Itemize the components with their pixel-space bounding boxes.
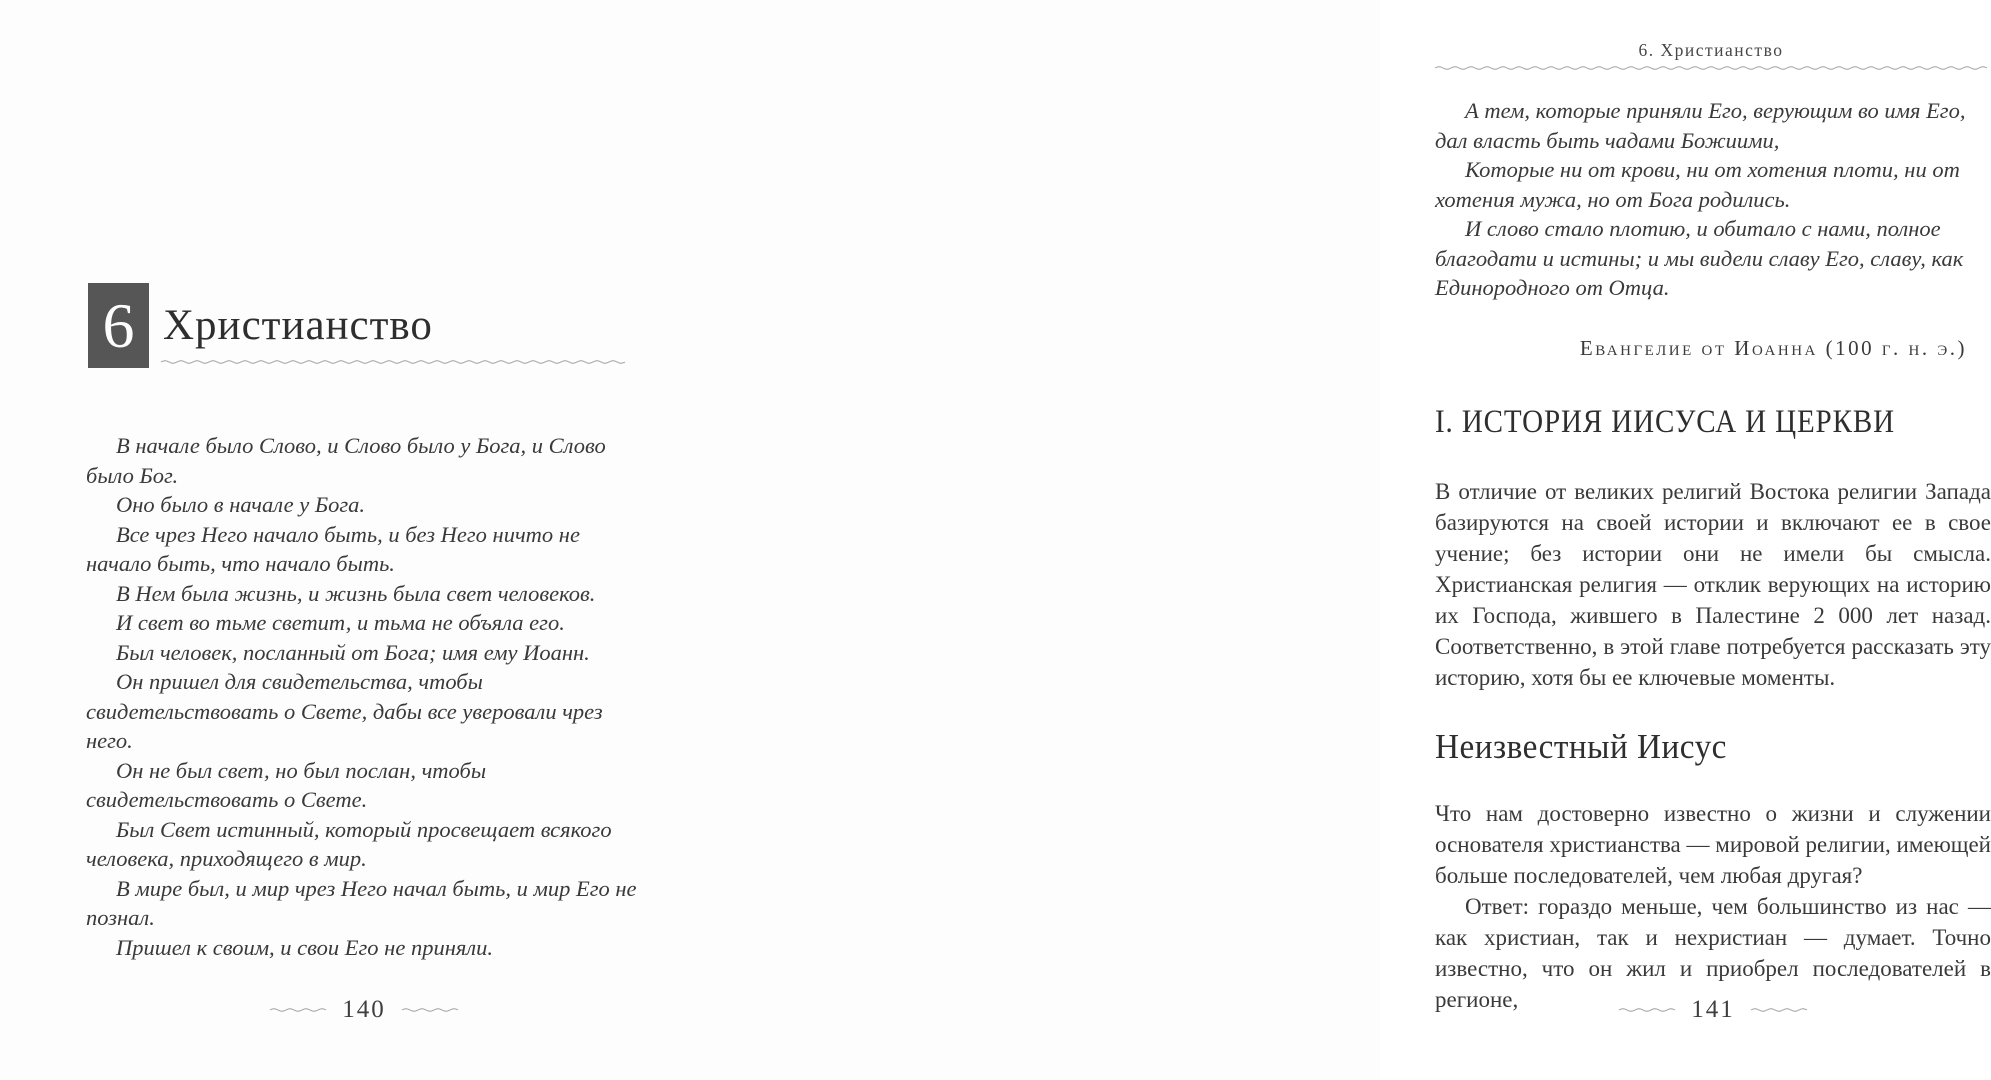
verse-paragraph: Которые ни от крови, ни от хотения плоти, ни от хотения мужа, но от Бога родились. [1435,157,1960,212]
verse-paragraph: Был человек, посланный от Бога; имя ему Иоанн. [116,639,590,665]
verse-paragraph: В начале было Слово, и Слово было у Бога, и Слово было Бог. [86,433,606,488]
chapter-title: Христианство [163,302,433,349]
body-paragraph: Что нам достоверно известно о жизни и служении основателя христианства — мировой религии, имеющей больше последователей, чем любая другая? [1435,801,1991,888]
running-header: 6. Христианство [1638,40,1784,60]
body-paragraph: Ответ: гораздо меньше, чем большинство из нас — как христиан, так и нехристиан — думает. Точно известно, что он жил и приобрел последователей в регионе, [1435,894,1991,1012]
intro-paragraph: В отличие от великих религий Востока религии Запада базируются на своей истории и включают ее в свое учение; без истории они не имели бы смысла. Христианская религия — отклик верующих на историю их Господа, жившего в Палестине 2 000 лет назад. Соответственно, в этой главе потребуется рассказать эту историю, хотя бы ее ключевые моменты. [1435,479,1991,690]
verse-paragraph: Он пришел для свидетельства, чтобы свидетельствовать о Свете, дабы все уверовали чрез него. [86,669,603,753]
verse-paragraph: В Нем была жизнь, и жизнь была свет человеков. [116,580,596,606]
folio-ornament-icon [1619,1006,1675,1014]
verse-paragraph: А тем, которые приняли Его, верующим во имя Его, дал власть быть чадами Божиими, [1435,98,1966,153]
page-footer-left [86,996,642,1024]
page-number-right: 141 [1691,996,1735,1023]
chapter-title-wavy-rule [161,358,631,366]
subsection-heading: Неизвестный Иисус [1435,727,1727,766]
scripture-quote-left [86,431,642,962]
verse-paragraph: Пришел к своим, и свои Его не приняли. [116,934,493,960]
verse-paragraph: Был Свет истинный, который просвещает всякого человека, приходящего в мир. [86,816,612,871]
verse-paragraph: Он не был свет, но был послан, чтобы свидетельствовать о Свете. [86,757,487,812]
verse-paragraph: Оно было в начале у Бога. [116,492,366,517]
scripture-quote-right [1435,96,1991,303]
folio-ornament-icon [270,1006,326,1014]
folio-ornament-icon [1751,1006,1807,1014]
running-header-wavy-rule [1435,64,1987,72]
verse-paragraph: Все чрез Него начало быть, и без Него ничто не начало быть, что начало быть. [86,521,580,576]
quote-attribution: Евангелие от Иоанна (100 г. н. э.) [1579,336,1967,360]
page-footer-right [1435,996,1991,1024]
verse-paragraph: И слово стало плотию, и обитало с нами, полное благодати и истины; и мы видели славу Его, славу, как Единородного от Отца. [1435,216,1964,300]
verse-paragraph: И свет во тьме светит, и тьма не объяла его. [116,610,565,635]
body-text [1435,798,1991,1015]
page-number-left: 140 [342,996,386,1023]
folio-ornament-icon [402,1006,458,1014]
page-left [0,0,690,1080]
section-heading: I. ИСТОРИЯ ИИСУСА И ЦЕРКВИ [1435,404,1895,440]
page-right [690,0,1991,1080]
verse-paragraph: В мире был, и мир чрез Него начал быть, и мир Его не познал. [86,875,637,930]
chapter-number-badge: 6 [88,283,149,368]
